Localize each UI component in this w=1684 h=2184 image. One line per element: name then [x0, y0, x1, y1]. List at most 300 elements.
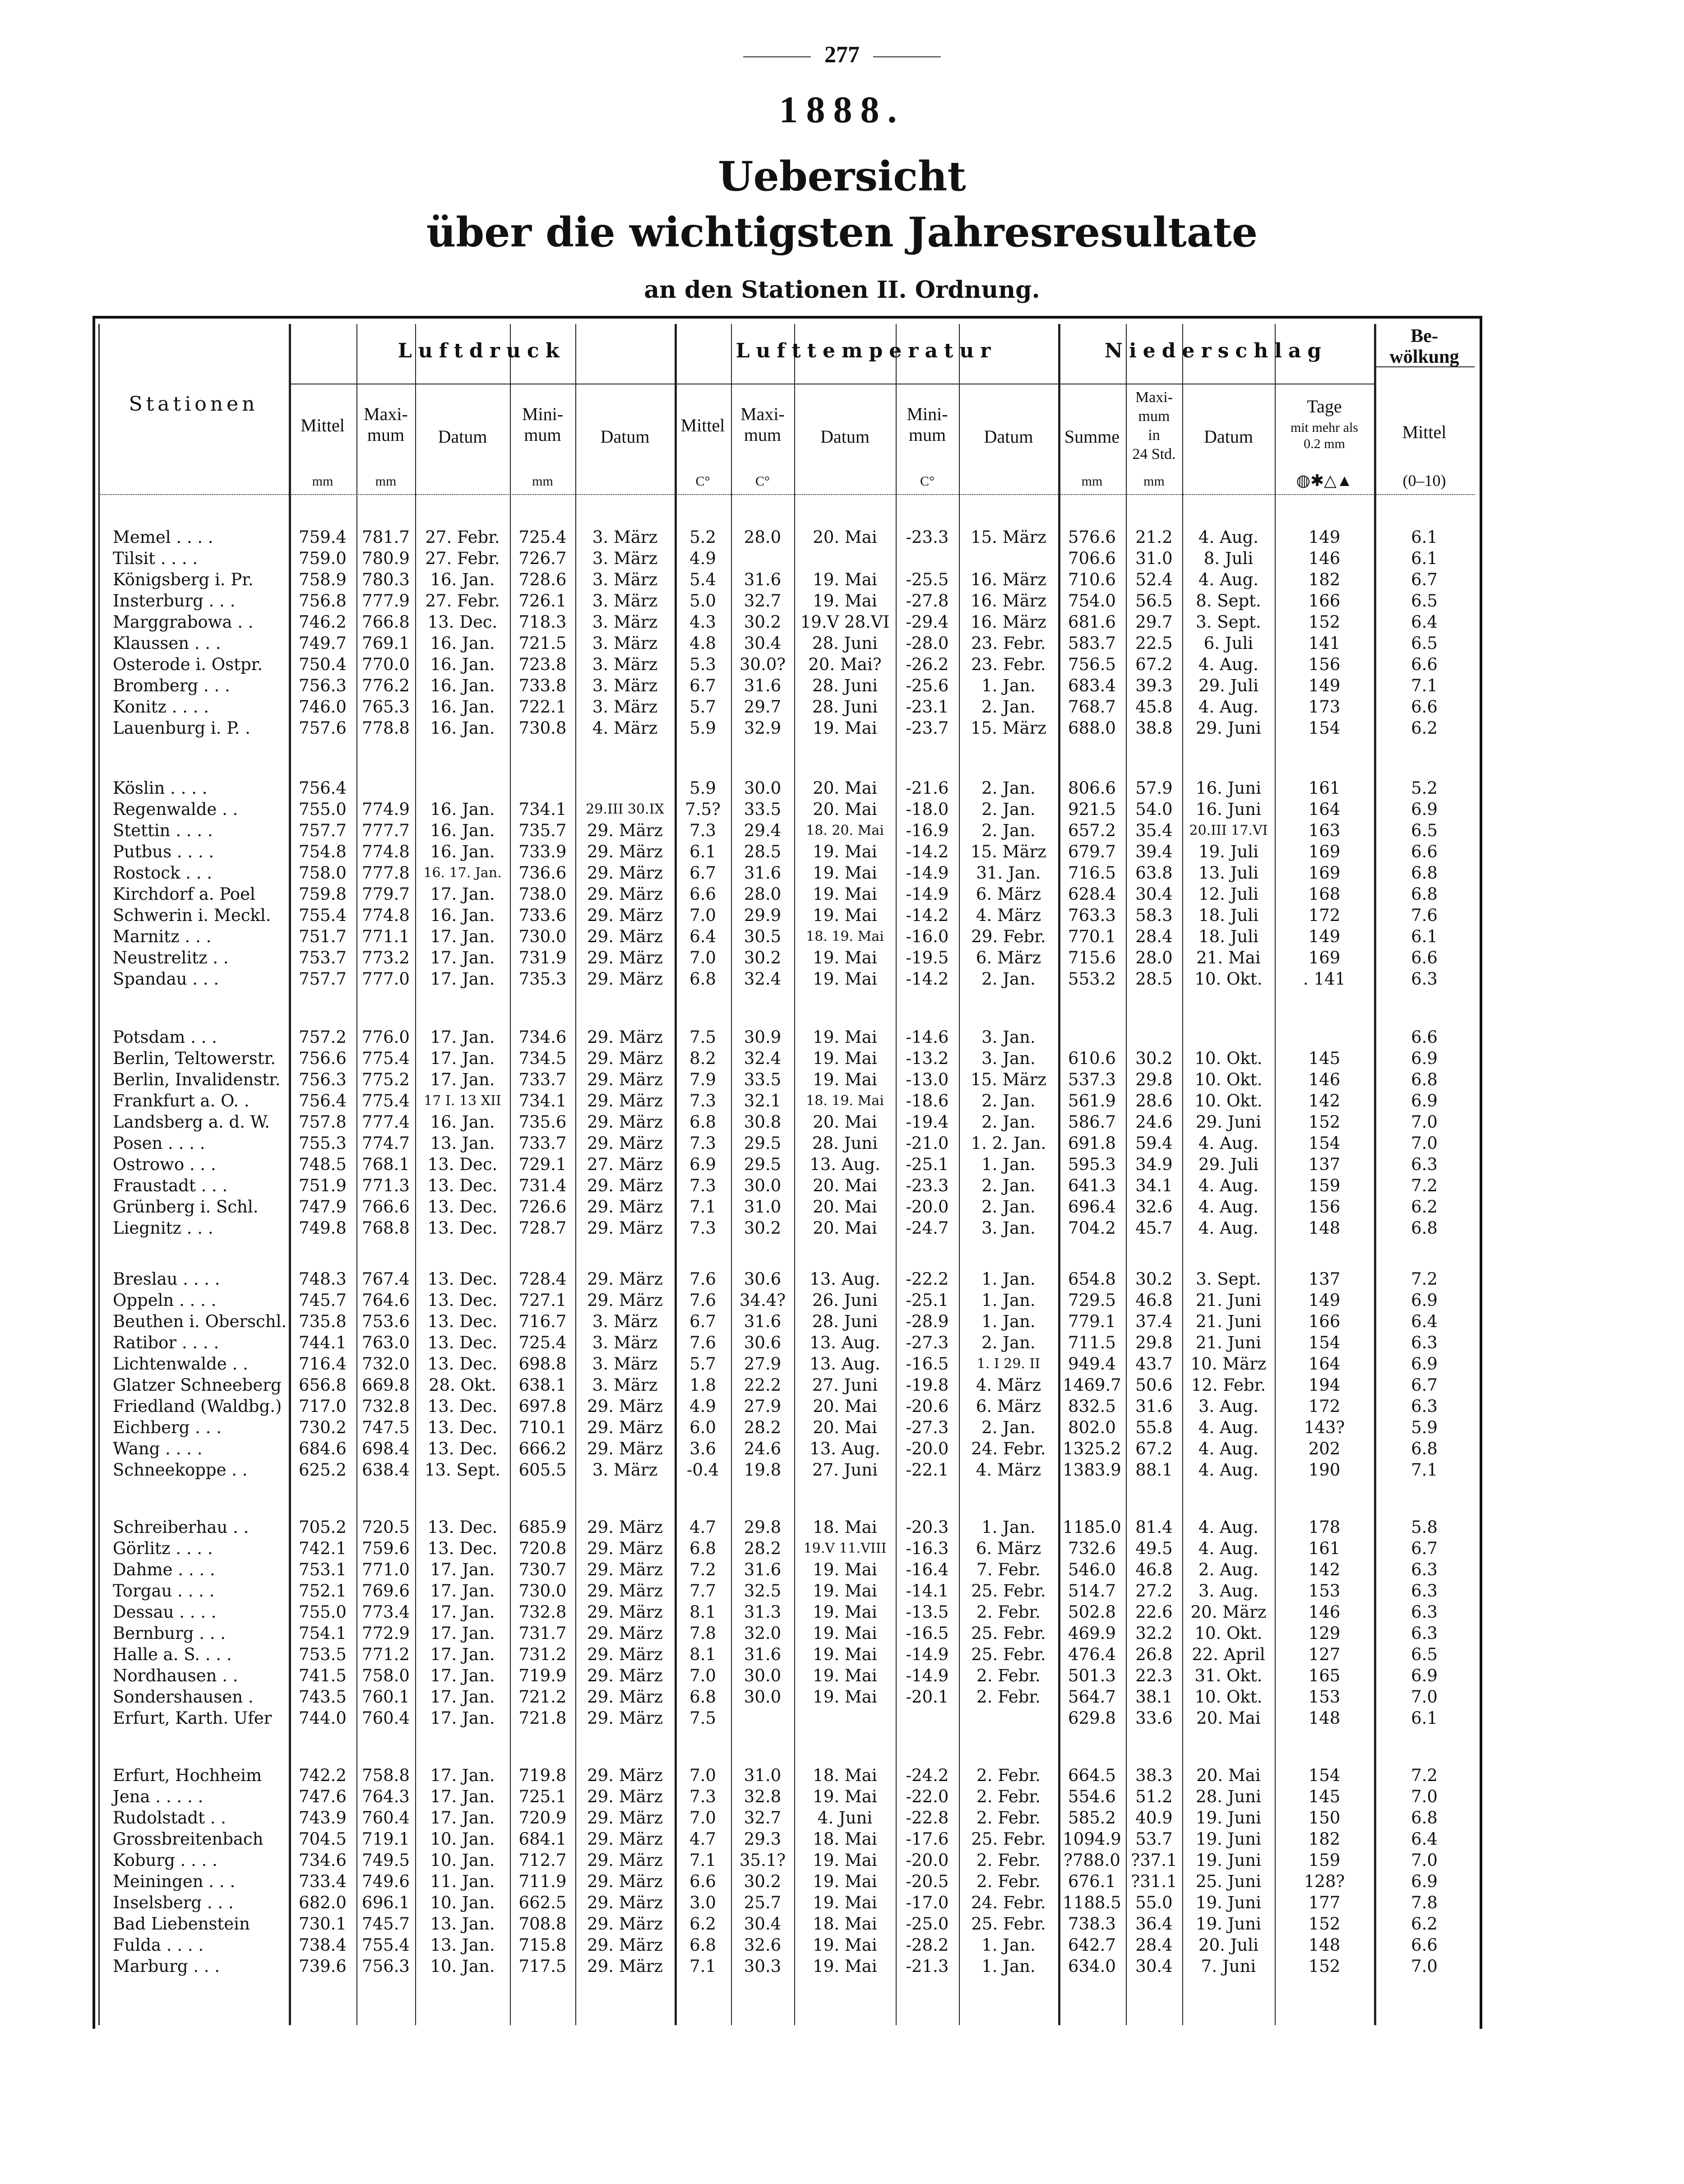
table-cell-t_min: -21.3	[906, 1957, 949, 1976]
table-cell-n_sum: 729.5	[1068, 1291, 1116, 1310]
table-cell-lp_max_dat: 13. Dec.	[427, 1197, 498, 1217]
table-cell-lp_mittel: 759.0	[299, 549, 347, 568]
table-cell-lp_min_dat: 29. März	[587, 1291, 663, 1310]
station-name: Koburg . . . .	[113, 1851, 217, 1870]
table-cell-lp_max_dat: 17. Jan.	[430, 1645, 495, 1664]
table-cell-lp_mittel: 716.4	[299, 1354, 347, 1374]
table-cell-n_dat: 29. Juni	[1196, 718, 1261, 738]
table-cell-n_tage: 142	[1308, 1560, 1341, 1579]
table-cell-lp_min_dat: 29. März	[587, 1602, 663, 1622]
table-cell-lp_min_dat: 29. März	[587, 1134, 663, 1153]
table-cell-t_min: -21.0	[906, 1134, 949, 1153]
table-cell-lp_max_dat: 28. Okt.	[429, 1375, 496, 1395]
table-cell-lp_mittel: 753.5	[299, 1645, 347, 1664]
table-cell-lp_mittel: 743.5	[299, 1687, 347, 1707]
table-cell-n_dat: 4. Aug.	[1198, 570, 1259, 589]
table-cell-lp_max_dat: 17. Jan.	[430, 1808, 495, 1828]
table-cell-n_dat: 29. Juli	[1198, 1155, 1258, 1174]
table-cell-lp_min_dat: 3. März	[592, 655, 658, 674]
table-cell-n_sum: 763.3	[1068, 906, 1116, 925]
table-cell-n_sum: 756.5	[1068, 655, 1116, 674]
table-cell-n_max: 56.5	[1135, 591, 1173, 611]
table-cell-lp_mittel: 756.4	[299, 1091, 347, 1111]
table-cell-n_sum: 502.8	[1068, 1602, 1116, 1622]
station-name: Erfurt, Hochheim	[113, 1766, 262, 1785]
table-cell-n_max: 39.4	[1135, 842, 1173, 861]
table-cell-t_max_dat: 19. Mai	[813, 863, 877, 883]
table-cell-n_dat: 3. Aug.	[1198, 1397, 1259, 1416]
table-cell-n_dat: 3. Aug.	[1198, 1581, 1259, 1601]
table-cell-lp_mittel: 755.0	[299, 1602, 347, 1622]
table-cell-lp_max_dat: 16. Jan.	[430, 676, 495, 695]
table-cell-t_max_dat: 19. Mai	[813, 718, 877, 738]
table-cell-lp_min_dat: 3. März	[592, 570, 658, 589]
station-name: Halle a. S. . . .	[113, 1645, 232, 1664]
table-cell-t_max: 31.0	[744, 1197, 782, 1217]
table-cell-t_min_dat: 1. Jan.	[981, 1291, 1036, 1310]
table-cell-lp_max: 771.2	[362, 1645, 410, 1664]
table-cell-t_max: 31.6	[744, 1560, 782, 1579]
table-cell-lp_max: 698.4	[362, 1439, 410, 1458]
station-name: Neustrelitz . .	[113, 948, 229, 967]
table-cell-lp_mittel: 756.4	[299, 778, 347, 798]
table-cell-lp_min: 711.9	[518, 1872, 567, 1891]
table-cell-t_max: 32.6	[744, 1935, 782, 1955]
table-cell-n_sum: 716.5	[1068, 863, 1116, 883]
table-cell-t_min_dat: 2. Febr.	[976, 1872, 1041, 1891]
table-cell-t_max: 31.3	[744, 1602, 782, 1622]
table-cell-n_dat: 18. Juli	[1198, 927, 1258, 946]
station-name: Lauenburg i. P. .	[113, 718, 250, 738]
table-cell-t_min: -13.5	[906, 1602, 949, 1622]
table-cell-t_min_dat: 1. Jan.	[981, 1518, 1036, 1537]
table-cell-t_min: -14.9	[906, 1645, 949, 1664]
table-cell-lp_max_dat: 27. Febr.	[425, 549, 500, 568]
table-cell-lp_mittel: 755.3	[299, 1134, 347, 1153]
table-cell-n_sum: 610.6	[1068, 1049, 1116, 1068]
table-cell-t_max_dat: 19. Mai	[813, 1624, 877, 1643]
table-cell-lp_min: 728.7	[518, 1218, 567, 1238]
table-cell-t_max: 30.0	[744, 1666, 782, 1685]
table-cell-t_max: 30.2	[744, 1218, 782, 1238]
table-cell-lp_min: 638.1	[518, 1375, 567, 1395]
table-cell-t_max_dat: 19. Mai	[813, 1070, 877, 1089]
table-cell-lp_max_dat: 17. Jan.	[430, 884, 495, 904]
table-cell-t_min: -16.9	[906, 821, 949, 840]
table-cell-bew: 6.3	[1411, 1397, 1438, 1416]
table-cell-t_max: 27.9	[744, 1397, 782, 1416]
table-cell-lp_max_dat: 13. Jan.	[430, 1914, 495, 1934]
table-cell-bew: 6.8	[1411, 1218, 1438, 1238]
table-cell-t_max_dat: 18. Mai	[813, 1518, 877, 1537]
table-cell-lp_min: 605.5	[518, 1460, 567, 1480]
table-cell-n_sum: 641.3	[1068, 1176, 1116, 1195]
station-name: Jena . . . . .	[113, 1787, 204, 1806]
table-cell-lp_min_dat: 29. März	[587, 863, 663, 883]
table-cell-t_max_dat: 18. Mai	[813, 1829, 877, 1849]
table-cell-lp_max: 769.6	[362, 1581, 410, 1601]
table-cell-lp_max_dat: 10. Jan.	[430, 1893, 495, 1912]
table-cell-lp_max_dat: 16. Jan.	[430, 655, 495, 674]
table-cell-n_dat: 10. Okt.	[1194, 1070, 1263, 1089]
table-cell-n_sum: 779.1	[1068, 1312, 1116, 1331]
table-cell-t_min: -25.0	[906, 1914, 949, 1934]
table-cell-t_mittel: 7.3	[689, 1787, 716, 1806]
table-cell-n_tage: 173	[1308, 697, 1341, 717]
table-cell-n_max: 81.4	[1135, 1518, 1173, 1537]
table-cell-t_min: -16.5	[906, 1624, 949, 1643]
table-cell-lp_min: 719.8	[518, 1766, 567, 1785]
table-cell-n_max: 38.8	[1135, 718, 1173, 738]
table-cell-lp_mittel: 734.6	[299, 1851, 347, 1870]
table-cell-t_max: 34.4?	[739, 1291, 786, 1310]
table-cell-lp_mittel: 757.7	[299, 821, 347, 840]
table-cell-n_sum: 1469.7	[1063, 1375, 1121, 1395]
table-cell-t_min: -23.7	[906, 718, 949, 738]
table-cell-n_tage: 143?	[1304, 1418, 1345, 1437]
table-cell-t_min_dat: 6. März	[976, 884, 1041, 904]
table-cell-lp_min_dat: 29.III 30.IX	[586, 801, 664, 817]
table-cell-lp_min: 725.1	[518, 1787, 567, 1806]
table-cell-lp_min: 735.7	[518, 821, 567, 840]
table-cell-n_sum: 711.5	[1068, 1333, 1116, 1352]
table-cell-lp_mittel: 733.4	[299, 1872, 347, 1891]
table-cell-bew: 6.8	[1411, 863, 1438, 883]
table-cell-n_sum: 1383.9	[1063, 1460, 1121, 1480]
table-cell-n_tage: 182	[1308, 1829, 1341, 1849]
table-cell-n_max: 55.8	[1135, 1418, 1173, 1437]
table-cell-n_max: 38.1	[1135, 1687, 1173, 1707]
subheader-t-datum-min: Datum	[984, 426, 1033, 447]
table-cell-t_min: -14.6	[906, 1027, 949, 1047]
station-name: Schwerin i. Meckl.	[113, 906, 271, 925]
table-cell-t_max_dat: 19. Mai	[813, 948, 877, 967]
table-cell-lp_min: 729.1	[518, 1155, 567, 1174]
table-cell-bew: 5.2	[1411, 778, 1438, 798]
table-cell-n_tage: 137	[1308, 1269, 1341, 1289]
table-cell-n_sum: 754.0	[1068, 591, 1116, 611]
table-cell-lp_min_dat: 29. März	[587, 1439, 663, 1458]
subheader-t-datum-max: Datum	[820, 426, 870, 447]
table-cell-n_sum: 679.7	[1068, 842, 1116, 861]
table-cell-lp_max: 749.5	[362, 1851, 410, 1870]
table-cell-lp_mittel: 656.8	[299, 1375, 347, 1395]
table-cell-t_max_dat: 27. Juni	[812, 1460, 878, 1480]
table-cell-lp_mittel: 745.7	[299, 1291, 347, 1310]
table-cell-lp_max: 773.4	[362, 1602, 410, 1622]
table-cell-n_dat: 4. Aug.	[1198, 1418, 1259, 1437]
table-cell-lp_max_dat: 17. Jan.	[430, 1602, 495, 1622]
table-cell-lp_min: 720.9	[518, 1808, 567, 1828]
table-cell-t_min_dat: 31. Jan.	[976, 863, 1041, 883]
table-cell-t_min_dat: 3. Jan.	[981, 1218, 1036, 1238]
table-cell-t_mittel: 5.4	[689, 570, 716, 589]
table-cell-t_mittel: 4.9	[689, 1397, 716, 1416]
table-cell-bew: 6.2	[1411, 718, 1438, 738]
table-cell-n_dat: 4. Aug.	[1198, 1218, 1259, 1238]
table-cell-bew: 7.0	[1411, 1957, 1438, 1976]
table-cell-t_min: -20.5	[906, 1872, 949, 1891]
table-cell-t_max_dat: 19. Mai	[813, 969, 877, 989]
table-cell-n_tage: 159	[1308, 1851, 1341, 1870]
table-cell-lp_min: 726.6	[518, 1197, 567, 1217]
table-cell-t_mittel: 7.0	[689, 1666, 716, 1685]
table-cell-n_max: 57.9	[1135, 778, 1173, 798]
table-cell-t_mittel: 5.0	[689, 591, 716, 611]
table-cell-lp_mittel: 758.0	[299, 863, 347, 883]
table-cell-t_max_dat: 19. Mai	[813, 842, 877, 861]
station-name: Posen . . . .	[113, 1134, 205, 1153]
table-cell-lp_max_dat: 13. Dec.	[427, 612, 498, 632]
station-name: Konitz . . . .	[113, 697, 209, 717]
table-cell-lp_min: 735.3	[518, 969, 567, 989]
table-cell-n_sum: 657.2	[1068, 821, 1116, 840]
table-cell-t_max: 32.4	[744, 1049, 782, 1068]
table-cell-t_mittel: 3.6	[689, 1439, 716, 1458]
table-cell-t_max: 29.8	[744, 1518, 782, 1537]
table-cell-t_min: -14.9	[906, 884, 949, 904]
table-cell-t_min: -22.1	[906, 1460, 949, 1480]
table-cell-n_sum: 706.6	[1068, 549, 1116, 568]
table-cell-n_tage: 169	[1308, 863, 1341, 883]
table-cell-lp_min_dat: 3. März	[592, 697, 658, 717]
table-cell-lp_min: 726.1	[518, 591, 567, 611]
table-cell-n_max: ?37.1	[1131, 1851, 1177, 1870]
station-name: Berlin, Invalidenstr.	[113, 1070, 281, 1089]
table-cell-lp_min_dat: 29. März	[587, 1893, 663, 1912]
table-cell-lp_mittel: 755.0	[299, 800, 347, 819]
table-cell-lp_max_dat: 13. Dec.	[427, 1312, 498, 1331]
table-cell-lp_min: 684.1	[518, 1829, 567, 1849]
table-cell-t_min: -25.5	[906, 570, 949, 589]
table-cell-n_max: 40.9	[1135, 1808, 1173, 1828]
table-cell-t_max: 32.5	[744, 1581, 782, 1601]
table-cell-t_min: -20.3	[906, 1518, 949, 1537]
table-cell-t_max_dat: 18. 19. Mai	[806, 1093, 884, 1109]
table-cell-t_min_dat: 2. Jan.	[981, 1112, 1036, 1132]
table-cell-lp_mittel: 743.9	[299, 1808, 347, 1828]
table-cell-n_sum: 1325.2	[1063, 1439, 1121, 1458]
table-cell-lp_max_dat: 16. Jan.	[430, 718, 495, 738]
table-cell-t_min_dat: 3. Jan.	[981, 1049, 1036, 1068]
table-cell-t_mittel: 7.7	[689, 1581, 716, 1601]
table-cell-lp_min: 735.6	[518, 1112, 567, 1132]
table-cell-t_mittel: 6.8	[689, 969, 716, 989]
table-cell-t_min_dat: 2. Febr.	[976, 1766, 1041, 1785]
table-cell-lp_min: 727.1	[518, 1291, 567, 1310]
table-cell-n_dat: 19. Juni	[1196, 1829, 1261, 1849]
table-cell-n_max: 45.7	[1135, 1218, 1173, 1238]
table-cell-n_tage: 146	[1308, 1602, 1341, 1622]
table-cell-lp_min_dat: 29. März	[587, 1935, 663, 1955]
table-cell-lp_mittel: 753.7	[299, 948, 347, 967]
table-cell-n_tage: . 141	[1303, 969, 1346, 989]
table-cell-n_max: 28.4	[1135, 1935, 1173, 1955]
table-cell-t_min_dat: 2. Jan.	[981, 1197, 1036, 1217]
table-cell-lp_min_dat: 29. März	[587, 1766, 663, 1785]
table-cell-lp_max: 759.6	[362, 1539, 410, 1558]
table-cell-t_min: -16.4	[906, 1560, 949, 1579]
table-cell-bew: 6.9	[1411, 1049, 1438, 1068]
table-cell-lp_max_dat: 16. Jan.	[430, 821, 495, 840]
table-cell-n_tage: 146	[1308, 1070, 1341, 1089]
table-cell-n_dat: 19. Juni	[1196, 1851, 1261, 1870]
table-cell-n_sum: 585.2	[1068, 1808, 1116, 1828]
table-cell-bew: 6.9	[1411, 1291, 1438, 1310]
table-cell-lp_min_dat: 29. März	[587, 1518, 663, 1537]
table-cell-n_max: 28.6	[1135, 1091, 1173, 1111]
unit-label: mm	[312, 474, 333, 489]
table-cell-t_max_dat: 19. Mai	[813, 1893, 877, 1912]
table-cell-lp_mittel: 756.3	[299, 1070, 347, 1089]
table-cell-lp_min: 718.3	[518, 612, 567, 632]
table-cell-lp_min: 725.4	[518, 527, 567, 547]
table-cell-lp_max_dat: 10. Jan.	[430, 1851, 495, 1870]
table-cell-lp_max_dat: 17. Jan.	[430, 1787, 495, 1806]
subheader-n-summe: Summe	[1064, 426, 1120, 447]
subheader-n-tage-note: mit mehr als 0.2 mm	[1291, 420, 1358, 451]
table-cell-n_dat: 4. Aug.	[1198, 1518, 1259, 1537]
table-cell-t_max_dat: 19. Mai	[813, 570, 877, 589]
table-cell-t_max: 30.4	[744, 1914, 782, 1934]
table-cell-n_sum: 664.5	[1068, 1766, 1116, 1785]
table-cell-bew: 6.6	[1411, 697, 1438, 717]
table-cell-lp_mittel: 704.5	[299, 1829, 347, 1849]
table-cell-t_min: -14.9	[906, 1666, 949, 1685]
table-cell-t_max: 29.3	[744, 1829, 782, 1849]
table-cell-lp_min_dat: 29. März	[587, 1914, 663, 1934]
table-cell-lp_min: 733.9	[518, 842, 567, 861]
unit-label: mm	[375, 474, 397, 489]
table-cell-t_max_dat: 18. 20. Mai	[806, 823, 884, 838]
table-cell-t_min_dat: 2. Jan.	[981, 1091, 1036, 1111]
page-number-text: 277	[824, 42, 860, 68]
table-cell-t_max: 30.0	[744, 1176, 782, 1195]
table-cell-t_mittel: 5.2	[689, 527, 716, 547]
table-cell-n_dat: 16. Juni	[1196, 778, 1261, 798]
table-cell-lp_max_dat: 17. Jan.	[430, 1581, 495, 1601]
table-cell-n_tage: 166	[1308, 1312, 1341, 1331]
table-cell-lp_min: 734.5	[518, 1049, 567, 1068]
table-cell-n_tage: 128?	[1304, 1872, 1345, 1891]
table-cell-lp_max: 669.8	[362, 1375, 410, 1395]
table-cell-lp_mittel: 739.6	[299, 1957, 347, 1976]
table-cell-n_sum: 832.5	[1068, 1397, 1116, 1416]
table-cell-n_sum: 476.4	[1068, 1645, 1116, 1664]
table-cell-t_mittel: 5.3	[689, 655, 716, 674]
table-cell-n_tage: 154	[1308, 718, 1341, 738]
table-cell-n_dat: 3. Sept.	[1196, 1269, 1261, 1289]
table-cell-t_max: 32.7	[744, 1808, 782, 1828]
table-cell-n_tage: 168	[1308, 884, 1341, 904]
table-cell-bew: 6.1	[1411, 527, 1438, 547]
table-cell-lp_max: 775.4	[362, 1049, 410, 1068]
table-cell-lp_max: 776.2	[362, 676, 410, 695]
table-cell-n_tage: 145	[1308, 1049, 1341, 1068]
table-cell-n_max: 39.3	[1135, 676, 1173, 695]
table-cell-t_min_dat: 1. Jan.	[981, 1155, 1036, 1174]
table-cell-lp_min: 731.4	[518, 1176, 567, 1195]
table-cell-n_dat: 4. Aug.	[1198, 1439, 1259, 1458]
station-name: Ostrowo . . .	[113, 1155, 216, 1174]
table-cell-lp_max: 765.3	[362, 697, 410, 717]
table-cell-lp_mittel: 753.1	[299, 1560, 347, 1579]
table-cell-lp_max_dat: 13. Dec.	[427, 1269, 498, 1289]
table-cell-lp_min_dat: 29. März	[587, 1091, 663, 1111]
table-cell-lp_max_dat: 13. Dec.	[427, 1155, 498, 1174]
table-cell-t_max: 30.9	[744, 1027, 782, 1047]
table-cell-t_max: 32.8	[744, 1787, 782, 1806]
table-cell-t_min: -17.6	[906, 1829, 949, 1849]
table-cell-lp_max: 774.8	[362, 842, 410, 861]
table-cell-bew: 6.3	[1411, 1155, 1438, 1174]
table-cell-n_max: 30.2	[1135, 1269, 1173, 1289]
table-cell-t_min: -28.0	[906, 634, 949, 653]
table-cell-lp_min: 725.4	[518, 1333, 567, 1352]
table-cell-n_max: 22.3	[1135, 1666, 1173, 1685]
table-cell-lp_min_dat: 29. März	[587, 969, 663, 989]
table-cell-lp_max: 768.1	[362, 1155, 410, 1174]
table-cell-n_tage: 172	[1308, 906, 1341, 925]
station-name: Rostock . . .	[113, 863, 212, 883]
table-cell-t_mittel: 5.9	[689, 778, 716, 798]
table-cell-lp_max: 760.4	[362, 1708, 410, 1728]
table-cell-t_mittel: 7.6	[689, 1269, 716, 1289]
table-cell-n_dat: 10. Okt.	[1194, 1624, 1263, 1643]
table-cell-lp_max_dat: 17. Jan.	[430, 948, 495, 967]
table-cell-n_max: 63.8	[1135, 863, 1173, 883]
table-cell-lp_min_dat: 29. März	[587, 1624, 663, 1643]
table-cell-lp_mittel: 752.1	[299, 1581, 347, 1601]
table-cell-lp_max_dat: 16. Jan.	[430, 570, 495, 589]
table-cell-t_mittel: 7.1	[689, 1957, 716, 1976]
table-cell-t_mittel: 6.9	[689, 1155, 716, 1174]
table-cell-t_max_dat: 13. Aug.	[810, 1333, 880, 1352]
table-cell-lp_min: 662.5	[518, 1893, 567, 1912]
table-cell-n_sum: 921.5	[1068, 800, 1116, 819]
station-name: Oppeln . . . .	[113, 1291, 217, 1310]
table-cell-n_dat: 4. Aug.	[1198, 1197, 1259, 1217]
table-cell-n_dat: 20. Mai	[1196, 1766, 1261, 1785]
table-cell-lp_mittel: 735.8	[299, 1312, 347, 1331]
table-cell-n_sum: 704.2	[1068, 1218, 1116, 1238]
table-cell-lp_mittel: 749.7	[299, 634, 347, 653]
table-cell-t_mittel: 7.3	[689, 1218, 716, 1238]
table-cell-n_dat: 12. Febr.	[1191, 1375, 1266, 1395]
table-cell-lp_max: 771.3	[362, 1176, 410, 1195]
table-cell-lp_min_dat: 3. März	[592, 612, 658, 632]
station-name: Eichberg . . .	[113, 1418, 222, 1437]
table-cell-lp_max: 780.3	[362, 570, 410, 589]
table-cell-lp_min_dat: 29. März	[587, 1049, 663, 1068]
table-cell-lp_max_dat: 16. Jan.	[430, 906, 495, 925]
table-cell-n_sum: 710.6	[1068, 570, 1116, 589]
table-cell-lp_min: 733.6	[518, 906, 567, 925]
table-cell-n_max: 22.5	[1135, 634, 1173, 653]
table-cell-t_min: -14.2	[906, 906, 949, 925]
table-cell-n_max: 29.8	[1135, 1333, 1173, 1352]
table-cell-lp_min: 731.2	[518, 1645, 567, 1664]
table-cell-bew: 6.3	[1411, 1333, 1438, 1352]
table-cell-n_dat: 2. Aug.	[1198, 1560, 1259, 1579]
table-cell-t_max_dat: 19. Mai	[813, 1935, 877, 1955]
table-cell-n_dat: 10. März	[1190, 1354, 1267, 1374]
table-cell-lp_max_dat: 17. Jan.	[430, 1766, 495, 1785]
station-name: Memel . . . .	[113, 527, 213, 547]
table-cell-lp_max: 758.8	[362, 1766, 410, 1785]
table-cell-t_max_dat: 13. Aug.	[810, 1269, 880, 1289]
table-cell-lp_min_dat: 29. März	[587, 1176, 663, 1195]
